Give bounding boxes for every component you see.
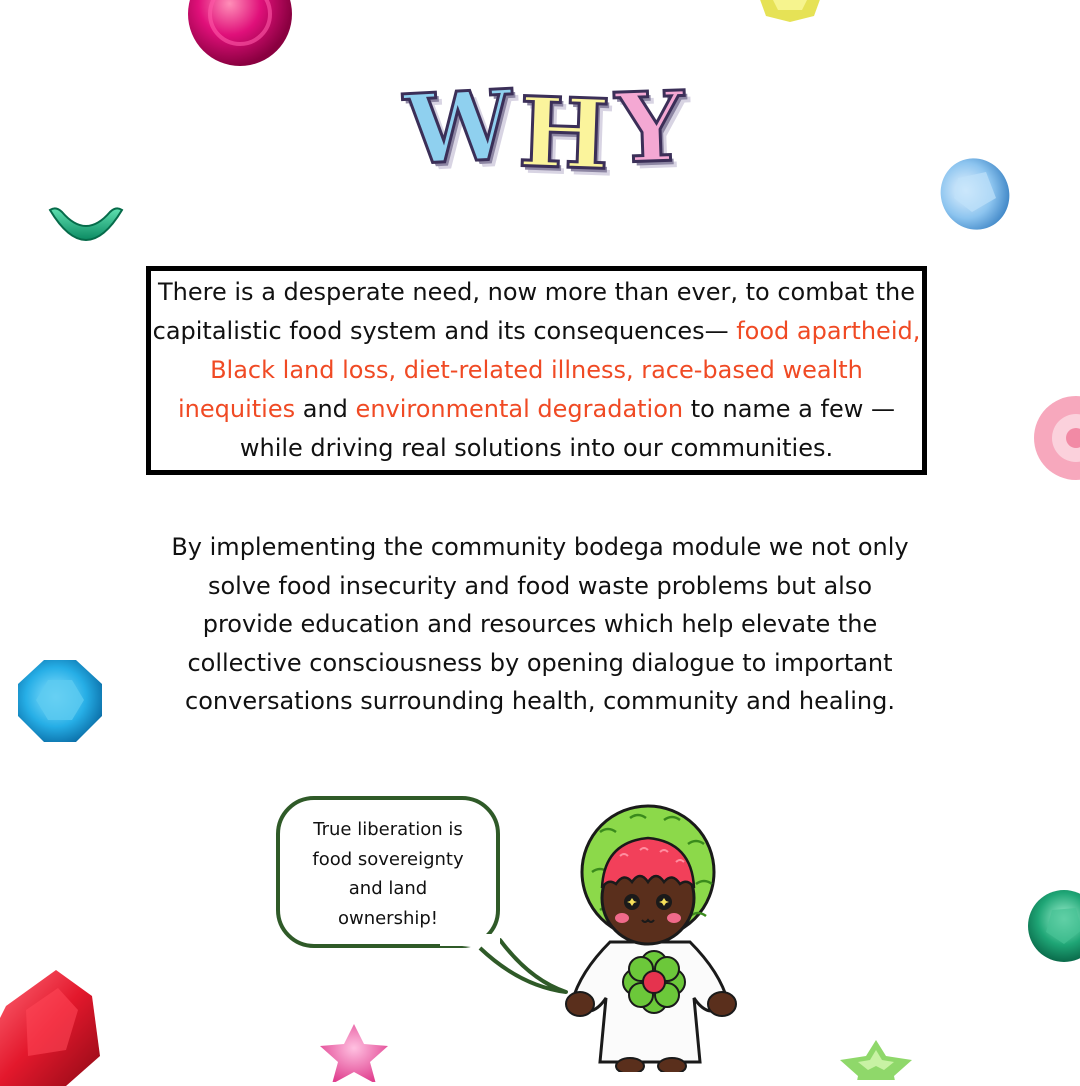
- blue-oval-gem-icon: [936, 154, 1014, 234]
- title-letter-h: H: [517, 75, 612, 192]
- red-gem-icon: [184, 0, 296, 70]
- statement-part-3: to name a few —while driving real solutions into our communities.: [239, 395, 895, 462]
- statement-box: [146, 266, 927, 475]
- green-moon-gem-icon: [46, 200, 126, 262]
- statement-highlight-2: environmental degradation: [355, 395, 684, 423]
- body-paragraph: By implementing the community bodega module we not only solve food insecurity and food waste problems but also provide education and resources which help elevate the collective consciousness by opening dialogue to important conversations surrounding health, community and healing.: [171, 533, 909, 715]
- statement-highlight-1: food apartheid, Black land loss, diet-related illness, race-based wealth inequities: [178, 317, 921, 423]
- blue-octagon-gem-icon: [14, 656, 106, 746]
- page-title: [400, 68, 690, 192]
- statement-part-2: and: [295, 395, 356, 423]
- title-letter-y: Y: [614, 69, 687, 186]
- pink-flower-gem-icon: [1030, 392, 1080, 484]
- statement-part-1: There is a desperate need, now more than ever, to combat the capitalistic food system and its consequences—: [152, 278, 915, 345]
- character-illustration-icon: [560, 792, 750, 1072]
- red-crystal-gem-icon: [0, 966, 108, 1086]
- green-star-gem-icon: [836, 1040, 916, 1080]
- speech-bubble-text: True liberation is food sovereignty and land ownership!: [312, 819, 464, 929]
- yellow-star-gem-icon: [752, 0, 828, 26]
- title-letter-w: W: [402, 68, 517, 187]
- speech-bubble-tail-icon: [440, 900, 580, 1000]
- statement-text: [152, 273, 922, 468]
- green-round-gem-icon: [1024, 886, 1080, 966]
- pink-star-gem-icon: [316, 1022, 392, 1082]
